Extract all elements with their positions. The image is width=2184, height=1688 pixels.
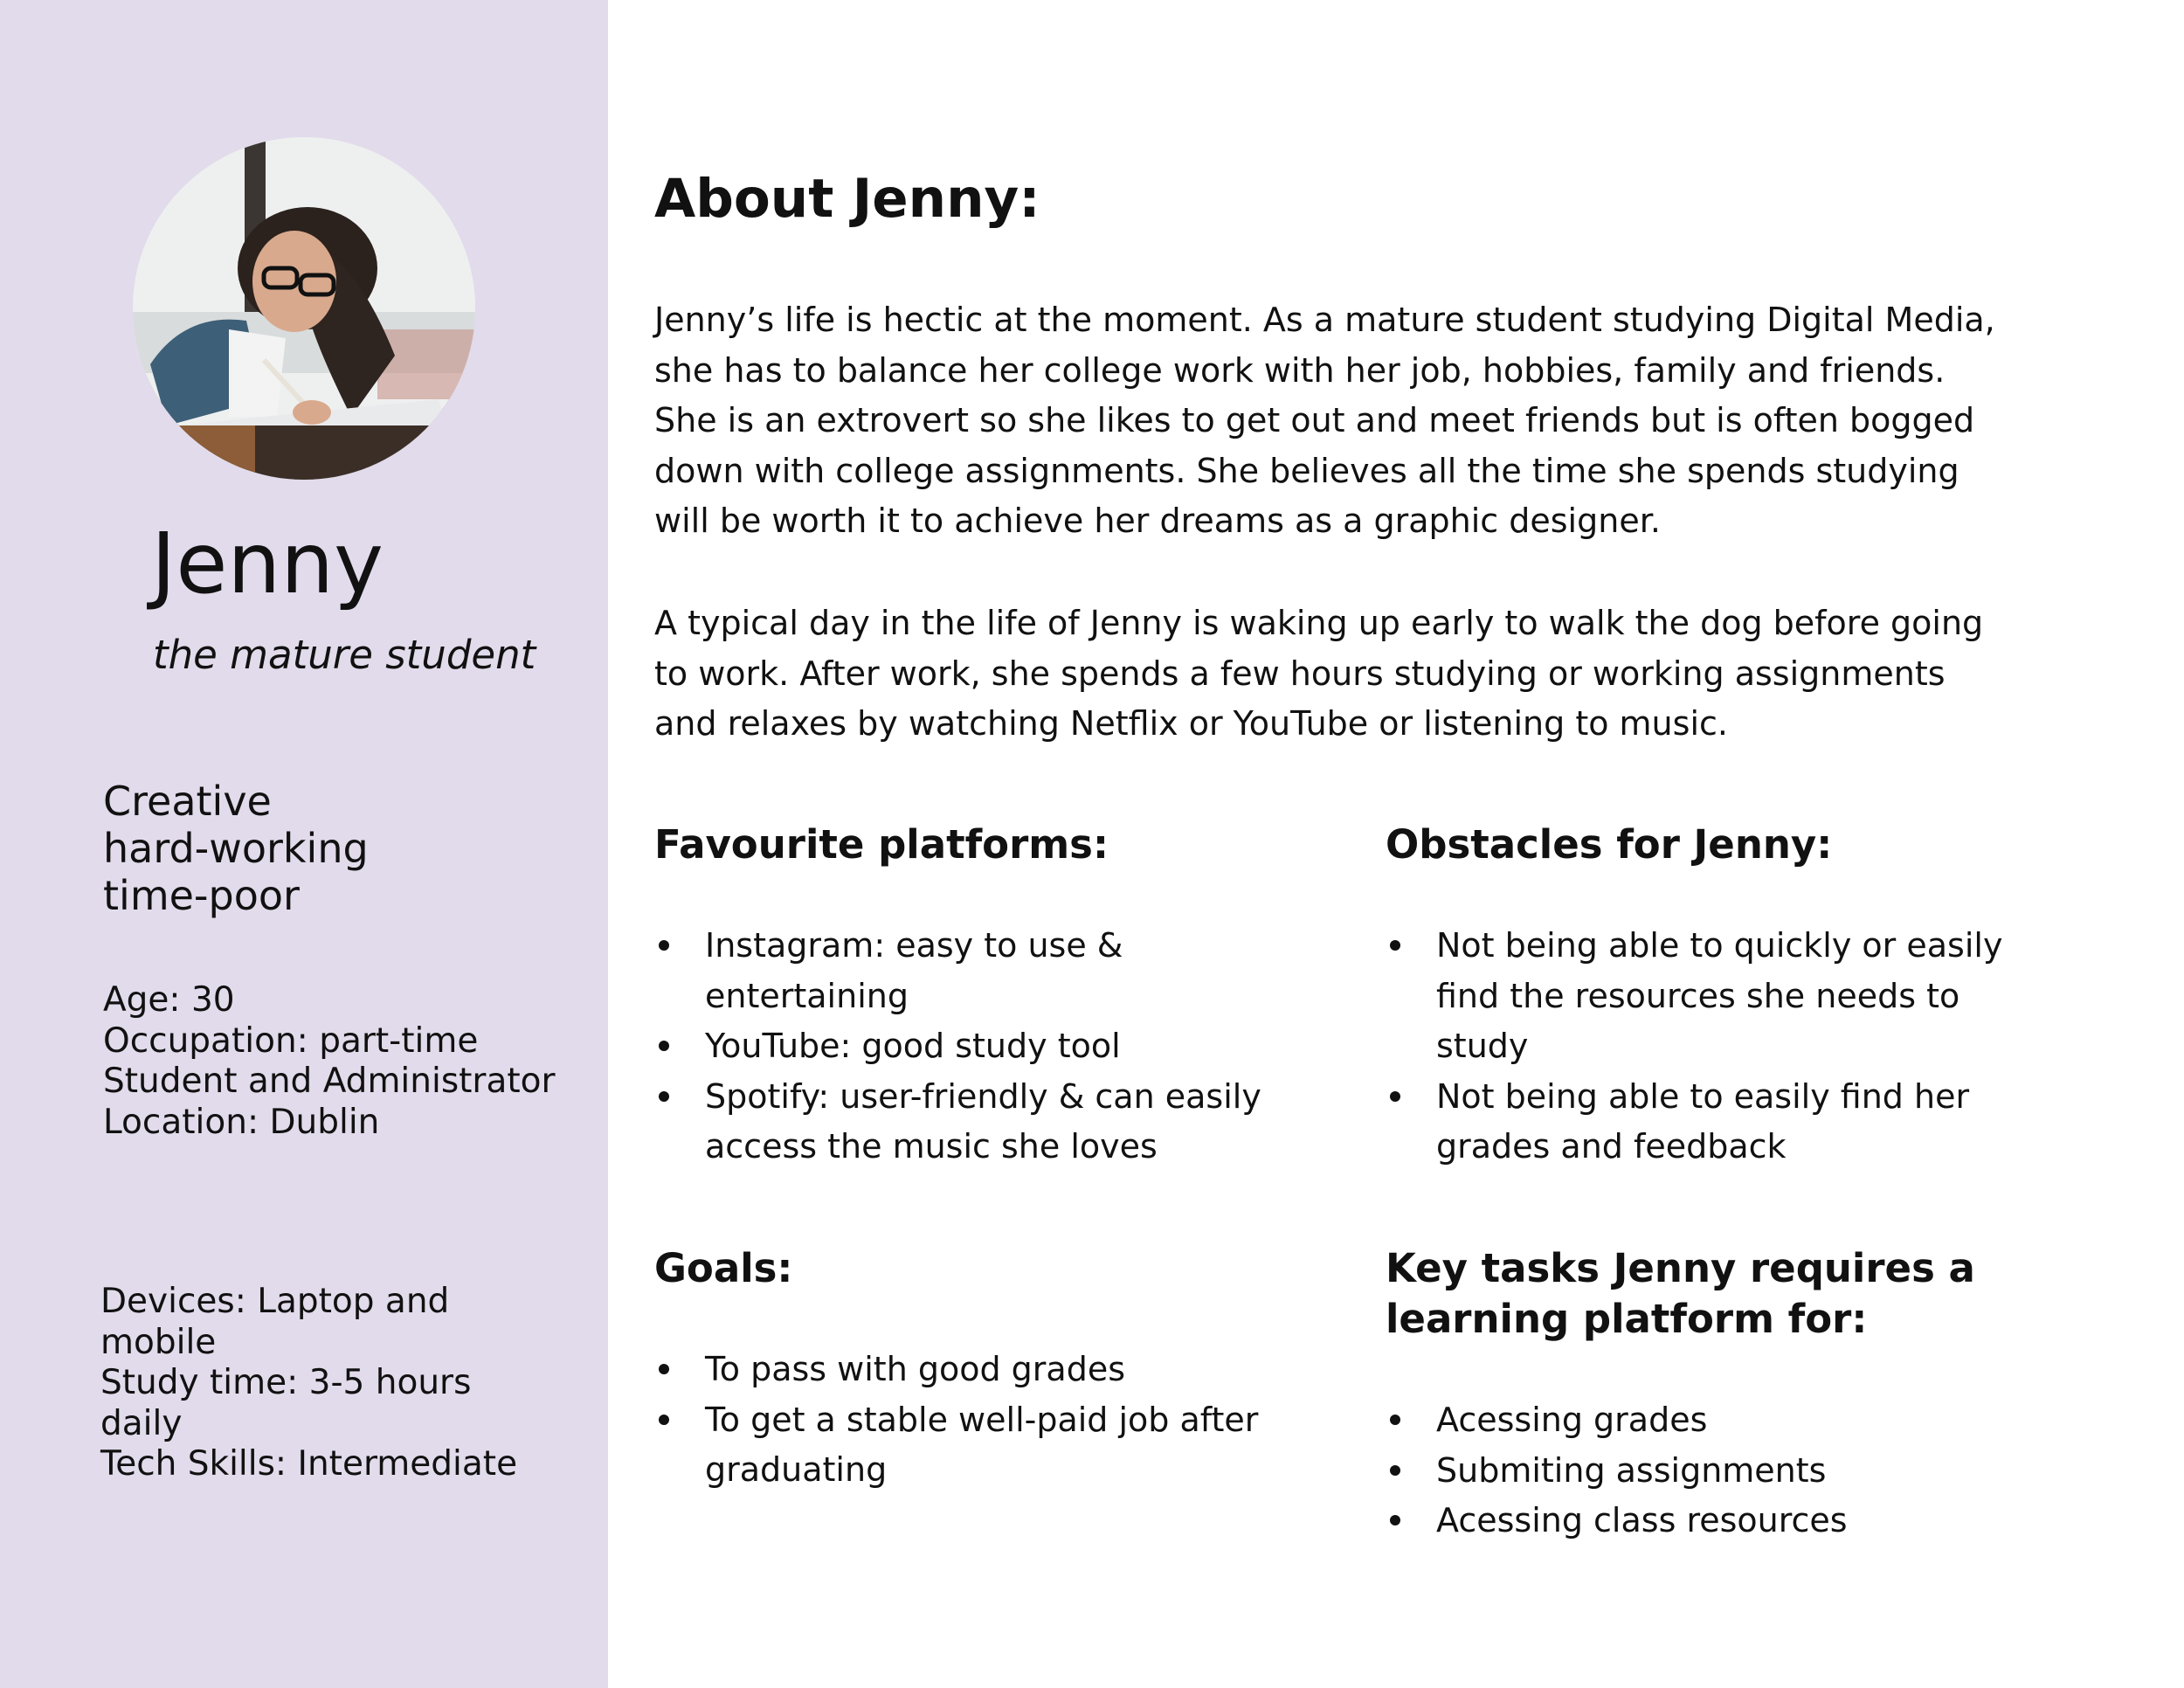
list-item: YouTube: good study tool [654,1021,1336,1072]
trait: time-poor [103,872,300,919]
trait: hard-working [103,825,369,872]
list-item: To pass with good grades [654,1345,1336,1395]
persona-sidebar [0,0,608,1688]
key-tasks-section [1386,1243,2067,1546]
bullet-icon [1390,940,1400,951]
bullet-icon [1390,1465,1400,1476]
fact-occupation: Occupation: part-time [103,1020,479,1061]
paragraph-line: to work. After work, she spends a few hours studying or working assignments [654,654,1946,693]
fact-location: Location: Dublin [103,1102,380,1142]
favourite-platforms-heading: Favourite platforms: [654,821,1109,868]
paragraph-line: down with college assignments. She believes all the time she spends studying [654,451,1959,490]
obstacles-list [1386,921,2067,1173]
paragraph-line: Jenny’s life is hectic at the moment. As a mature student studying Digital Media, [654,301,1995,339]
key-tasks-heading: Key tasks Jenny requires a learning platform for: [1386,1245,1975,1342]
bullet-icon [659,1364,669,1374]
bullet-icon [1390,1515,1400,1525]
paragraph-line: will be worth it to achieve her dreams as a graphic designer. [654,502,1661,541]
list-item: Submiting assignments [1386,1446,2067,1497]
persona-name: Jenny [151,515,384,612]
about-paragraph-2 [654,598,2070,750]
persona-photo [133,137,475,480]
fact-study-time-cont: daily [100,1403,183,1443]
bullet-icon [1390,1091,1400,1102]
paragraph-line: she has to balance her college work with her job, hobbies, family and friends. [654,350,1946,390]
key-tasks-list [1386,1395,2067,1546]
fact-occupation-cont: Student and Administrator [103,1062,556,1101]
fact-devices-cont: mobile [100,1322,217,1362]
persona-tech-profile [100,1282,517,1485]
fact-age: Age: 30 [103,980,235,1020]
bullet-icon [1390,1415,1400,1425]
goals-heading: Goals: [654,1245,793,1291]
list-item: Instagram: easy to use & entertaining [654,921,1336,1021]
obstacles-section [1386,820,2067,1173]
favourite-platforms-section [654,820,1336,1173]
paragraph-line: and relaxes by watching Netflix or YouTube or listening to music. [654,704,1728,744]
bullet-icon [659,940,669,951]
list-item: Acessing class resources [1386,1496,2067,1546]
persona-traits [103,778,369,919]
student-photo-illustration [133,137,475,480]
list-item: Spotify: user-friendly & can easily access the music she loves [654,1072,1336,1173]
about-heading: About Jenny: [654,168,1040,230]
list-item: Acessing grades [1386,1395,2067,1446]
bullet-icon [659,1091,669,1102]
bullet-icon [659,1415,669,1425]
list-item: To get a stable well-paid job after graduating [654,1395,1336,1496]
fact-devices: Devices: Laptop and [100,1282,450,1321]
paragraph-line: She is an extrovert so she likes to get out and meet friends but is often bogged [654,401,1975,440]
persona-demographics [103,980,556,1143]
bullet-icon [659,1041,669,1051]
trait: Creative [103,778,272,825]
list-item: Not being able to quickly or easily find the resources she needs to study [1386,921,2067,1072]
goals-section [654,1243,1336,1496]
about-paragraph-1 [654,295,2070,547]
obstacles-heading: Obstacles for Jenny: [1386,821,1833,868]
fact-tech-skills: Tech Skills: Intermediate [100,1444,518,1484]
list-item: Not being able to easily find her grades and feedback [1386,1072,2067,1173]
fact-study-time: Study time: 3-5 hours [100,1363,472,1402]
persona-subtitle: the mature student [153,632,536,678]
goals-list [654,1345,1336,1496]
favourite-platforms-list [654,921,1336,1173]
paragraph-line: A typical day in the life of Jenny is waking up early to walk the dog before going [654,604,1984,642]
